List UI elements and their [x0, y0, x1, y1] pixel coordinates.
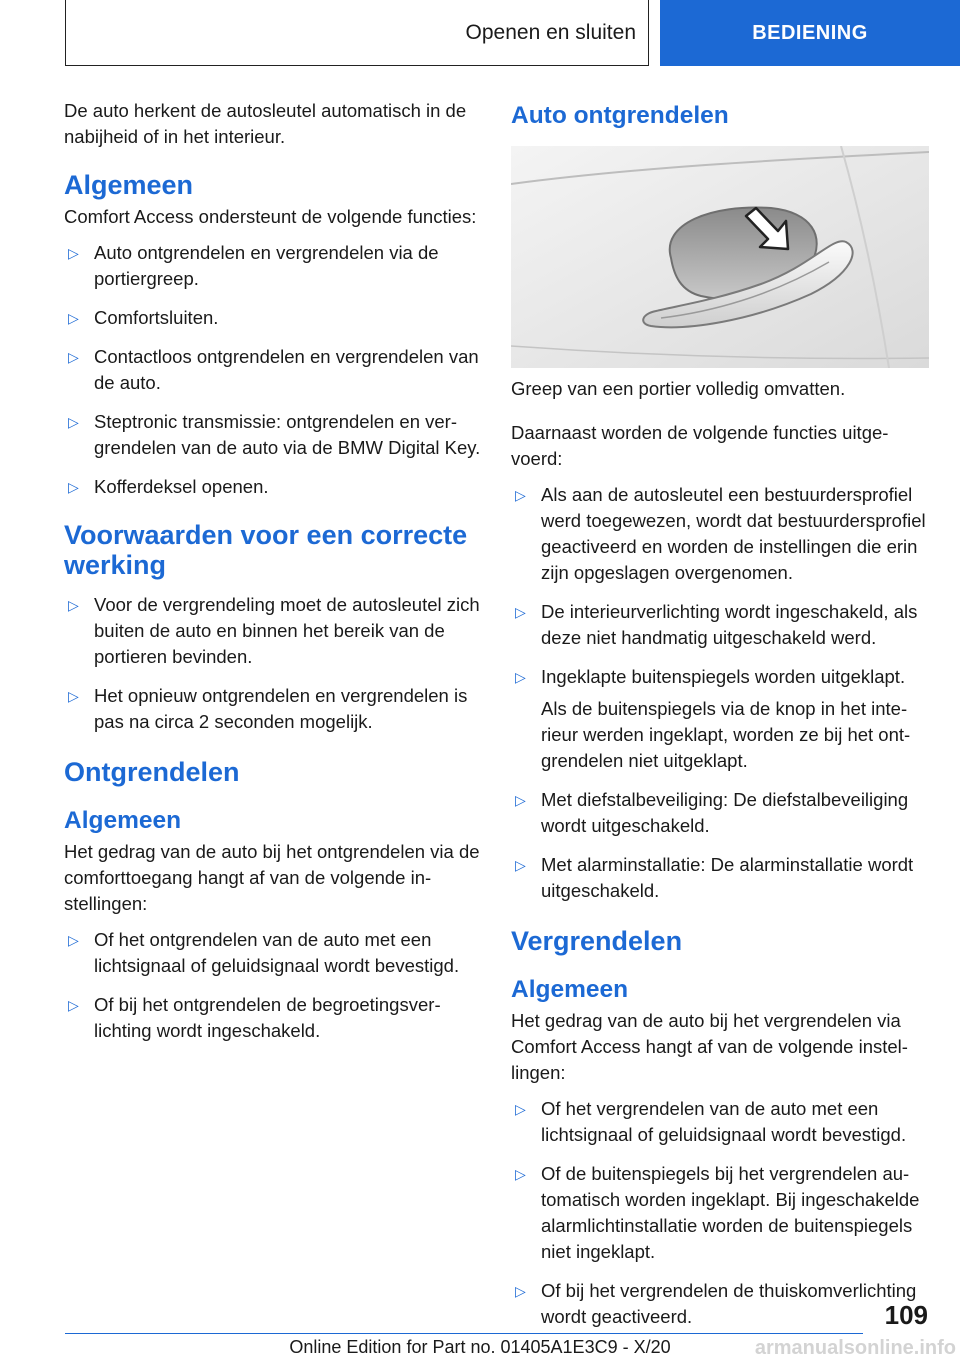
- vergrendelen-list: [511, 1096, 929, 1330]
- list-item: ▷ Comfortsluiten.: [64, 305, 482, 331]
- heading-ontgrendelen: Ontgrendelen: [64, 757, 240, 787]
- list-item: ▷ Steptronic transmissie: ontgrendelen en vergrendelen van de auto via de BMW Digital Key.: [68, 411, 481, 458]
- bullet-triangle-icon: ▷: [68, 414, 79, 430]
- list-item: ▷ Of bij het ontgrendelen de begroetingsverlichting wordt ingeschakeld.: [68, 994, 441, 1041]
- bullet-triangle-icon: ▷: [68, 349, 79, 365]
- figure-caption: Greep van een portier volledig omvatten.: [511, 378, 846, 399]
- list-item: ▷ Of het ontgrendelen van de auto met een lichtsignaal of geluidsignaal wordt bevestigd.: [68, 929, 460, 976]
- door-handle-image: [511, 146, 929, 368]
- subheading-ontgrendelen-algemeen: Algemeen: [64, 807, 182, 834]
- ontgrendelen-list: [64, 927, 482, 1044]
- bullet-triangle-icon: ▷: [515, 1101, 526, 1117]
- bullet-triangle-icon: ▷: [515, 792, 526, 808]
- bullet-triangle-icon: ▷: [68, 997, 79, 1013]
- door-handle-illustration: [511, 146, 929, 368]
- list-item: ▷ Kofferdeksel openen.: [64, 474, 482, 500]
- heading-voorwaarden: Voorwaarden voor een correcte werking: [64, 520, 468, 580]
- list-item: ▷ Als aan de autosleutel een bestuurdersprofiel werd toegewezen, wordt dat bestuurdersprofiel geactiveerd en worden de instellingen die erin zijn opgeslagen overgenomen.: [515, 484, 926, 583]
- list-item: ▷ Voor de vergrendeling moet de autosleutel zich buiten de auto en binnen het bereik van de portieren bevinden.: [68, 594, 480, 667]
- footer-divider: [65, 1333, 863, 1334]
- bullet-triangle-icon: ▷: [68, 245, 79, 261]
- list-item: ▷ Contactloos ontgrendelen en vergrendelen van de auto.: [68, 346, 479, 393]
- footer-edition: Online Edition for Part no. 01405A1E3C9 - X/20: [289, 1337, 671, 1357]
- bullet-triangle-icon: ▷: [68, 688, 79, 704]
- bullet-triangle-icon: ▷: [515, 487, 526, 503]
- list-item: ▷ Of de buitenspiegels bij het vergrendelen automatisch worden ingeklapt. Bij ingeschakelde alarmlichtinstallatie worden de buitenspiegels niet ingeklapt.: [515, 1163, 920, 1262]
- ontgrendelen-text: Het gedrag van de auto bij het ontgrendelen via de comforttoegang hangt af van de volgende instellingen:: [64, 841, 480, 914]
- bullet-triangle-icon: ▷: [515, 669, 526, 685]
- list-item: ▷ Ingeklapte buitenspiegels worden uitgeklapt. Als de buitenspiegels via de knop in het interieur werden ingeklapt, worden ze bij het ontgrendelen niet uitgeklapt.: [511, 664, 929, 774]
- daarnaast-list: [511, 482, 929, 904]
- heading-auto-ontgrendelen: Auto ontgrendelen: [511, 102, 729, 129]
- bullet-triangle-icon: ▷: [68, 597, 79, 613]
- algemeen-text: Comfort Access ondersteunt de volgende functies:: [64, 206, 477, 227]
- bullet-triangle-icon: ▷: [68, 479, 79, 495]
- watermark: armanualsonline.info: [754, 1337, 956, 1359]
- heading-vergrendelen: Vergrendelen: [511, 926, 683, 956]
- subheading-vergrendelen-algemeen: Algemeen: [511, 976, 629, 1003]
- list-item: ▷ Met diefstalbeveiliging: De diefstalbeveiliging wordt uitgeschakeld.: [515, 789, 909, 836]
- list-item-note: Als de buitenspiegels via de knop in het interieur werden ingeklapt, worden ze bij het ontgrendelen niet uitgeklapt.: [541, 698, 911, 771]
- algemeen-list: [64, 240, 482, 500]
- vergrendelen-text: Het gedrag van de auto bij het vergrendelen via Comfort Access hangt af van de volgende instellingen:: [511, 1010, 908, 1083]
- list-item: ▷ De interieurverlichting wordt ingeschakeld, als deze niet handmatig uitgeschakeld werd.: [515, 601, 918, 648]
- daarnaast-text: Daarnaast worden de volgende functies uitgevoerd:: [511, 422, 889, 469]
- bullet-triangle-icon: ▷: [68, 932, 79, 948]
- header-chapter-tab: BEDIENING: [660, 0, 960, 66]
- bullet-triangle-icon: ▷: [515, 857, 526, 873]
- list-item: ▷ Met alarminstallatie: De alarminstallatie wordt uitgeschakeld.: [515, 854, 914, 901]
- list-item: ▷ Het opnieuw ontgrendelen en vergrendelen is pas na circa 2 seconden mogelijk.: [68, 685, 468, 732]
- left-column: [64, 98, 482, 1057]
- list-item: ▷ Of bij het vergrendelen de thuiskomverlichting wordt geactiveerd.: [515, 1280, 917, 1327]
- bullet-triangle-icon: ▷: [515, 1166, 526, 1182]
- heading-algemeen: Algemeen: [64, 170, 194, 200]
- list-item: ▷ Auto ontgrendelen en vergrendelen via de portiergreep.: [68, 242, 439, 289]
- bullet-triangle-icon: ▷: [68, 310, 79, 326]
- bullet-triangle-icon: ▷: [515, 604, 526, 620]
- page-number: 109: [884, 1300, 928, 1330]
- list-item: ▷ Of het vergrendelen van de auto met een lichtsignaal of geluidsignaal wordt bevestigd.: [515, 1098, 907, 1145]
- voorwaarden-list: [64, 592, 482, 735]
- header-section-title: Openen en sluiten: [465, 21, 636, 44]
- intro-paragraph: De auto herkent de autosleutel automatisch in de nabijheid of in het interieur.: [64, 100, 467, 147]
- bullet-triangle-icon: ▷: [515, 1283, 526, 1299]
- right-column: [511, 102, 929, 1343]
